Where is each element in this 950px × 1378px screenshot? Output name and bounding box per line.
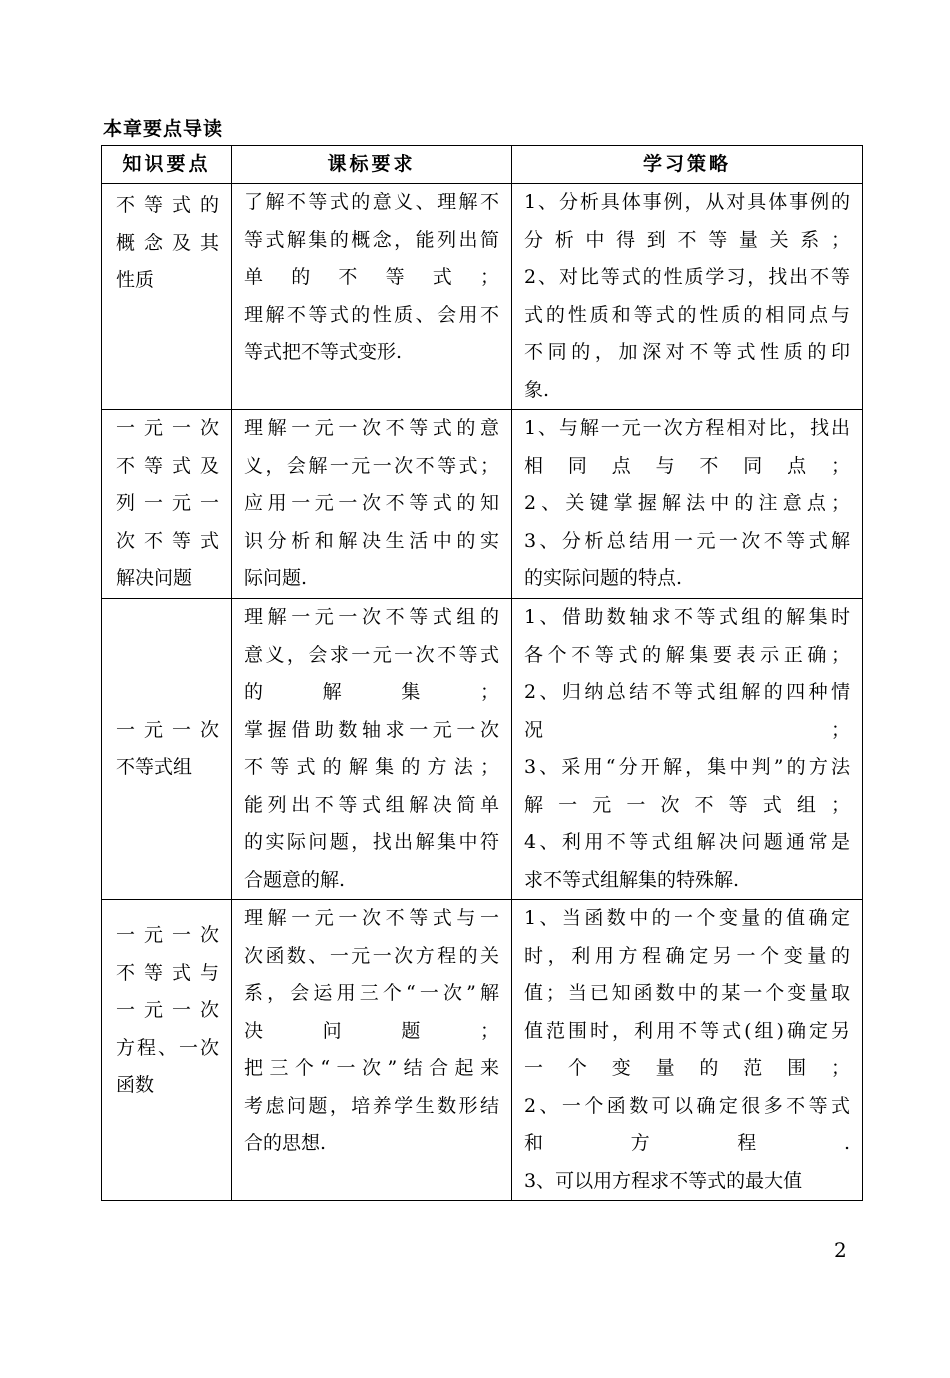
cell-line: 不等式及 bbox=[116, 454, 219, 477]
header-knowledge-points: 知识要点 bbox=[102, 146, 232, 184]
cell-line: 1、借助数轴求不等式组的解集时 bbox=[524, 606, 850, 628]
cell-requirement bbox=[232, 599, 512, 900]
table-body bbox=[102, 184, 863, 1201]
guide-table bbox=[101, 145, 863, 1201]
cell-line: 等式把不等式变形. bbox=[244, 341, 403, 363]
cell-line: 一元一次 bbox=[116, 924, 219, 946]
cell-line: 列一元一 bbox=[116, 492, 219, 514]
cell-line: 掌握借助数轴求一元一次 bbox=[244, 718, 499, 741]
cell-line: 不同的，加深对不等式性质的印 bbox=[524, 341, 850, 363]
cell-line: 1、当函数中的一个变量的值确定 bbox=[524, 907, 850, 929]
cell-line: 不等式的 bbox=[116, 194, 219, 216]
section-heading: 本章要点导读 bbox=[103, 118, 224, 140]
cell-requirement bbox=[232, 184, 512, 410]
cell-line: 值范围时，利用不等式(组)确定另 bbox=[524, 1019, 850, 1042]
table-row bbox=[102, 184, 863, 410]
cell-line: 性质 bbox=[116, 269, 155, 291]
table-row bbox=[102, 599, 863, 900]
cell-line: 1、分析具体事例，从对具体事例的 bbox=[524, 191, 850, 213]
cell-line: 2、归纳总结不等式组解的四种情 bbox=[524, 681, 850, 703]
cell-line: 了解不等式的意义、理解不 bbox=[244, 191, 499, 213]
cell-line: 方程、一次 bbox=[116, 1036, 219, 1059]
cell-line: 一元一次 bbox=[116, 718, 219, 741]
cell-line: 理解一元一次不等式组的 bbox=[244, 606, 499, 628]
cell-line: 1、与解一元一次方程相对比，找出 bbox=[524, 417, 850, 439]
cell-line: 值；当已知函数中的某一个变量取 bbox=[524, 982, 850, 1004]
cell-line: 系，会运用三个“一次”解 bbox=[244, 982, 499, 1004]
cell-line: 解决问题 bbox=[116, 567, 193, 589]
table-row bbox=[102, 900, 863, 1201]
cell-line: 一元一次 bbox=[116, 417, 219, 439]
cell-line: 相同点与不同点； bbox=[524, 454, 850, 477]
cell-knowledge-point bbox=[102, 184, 232, 410]
cell-line: 3、采用“分开解，集中判”的方法 bbox=[524, 756, 850, 778]
cell-line: 理解不等式的性质、会用不 bbox=[244, 303, 499, 326]
cell-line: 不等式与 bbox=[116, 961, 219, 984]
page-number: 2 bbox=[834, 1238, 847, 1262]
cell-line: 和方程. bbox=[524, 1132, 850, 1154]
cell-line: 义，会解一元一次不等式； bbox=[244, 454, 499, 477]
cell-line: 分析中得到不等量关系； bbox=[524, 228, 850, 251]
cell-line: 意义，会求一元一次不等式 bbox=[244, 643, 499, 666]
cell-line: 时，利用方程确定另一个变量的 bbox=[524, 944, 850, 967]
cell-line: 2、对比等式的性质学习，找出不等 bbox=[524, 266, 850, 288]
cell-line: 3、可以用方程求不等式的最大值 bbox=[524, 1169, 803, 1192]
cell-line: 理解一元一次不等式与一 bbox=[244, 907, 499, 929]
cell-strategy bbox=[512, 410, 863, 599]
cell-line: 况； bbox=[524, 718, 850, 741]
cell-line: 不等式的解集的方法； bbox=[244, 756, 499, 778]
cell-knowledge-point bbox=[102, 599, 232, 900]
cell-line: 合的思想. bbox=[244, 1132, 327, 1154]
cell-line: 把三个“一次”结合起来 bbox=[244, 1057, 499, 1079]
cell-line: 决问题； bbox=[244, 1019, 499, 1042]
cell-line: 能列出不等式组解决简单 bbox=[244, 793, 499, 816]
cell-line: 不等式组 bbox=[116, 756, 193, 778]
cell-line: 式的性质和等式的性质的相同点与 bbox=[524, 303, 850, 326]
cell-line: 单的不等式； bbox=[244, 266, 499, 288]
cell-line: 3、分析总结用一元一次不等式解 bbox=[524, 529, 850, 552]
cell-line: 的实际问题的特点. bbox=[524, 567, 683, 589]
cell-line: 识分析和解决生活中的实 bbox=[244, 529, 499, 552]
cell-line: 的解集； bbox=[244, 681, 499, 703]
cell-strategy bbox=[512, 599, 863, 900]
cell-line: 的实际问题，找出解集中符 bbox=[244, 831, 499, 853]
cell-line: 次函数、一元一次方程的关 bbox=[244, 944, 499, 967]
cell-knowledge-point bbox=[102, 410, 232, 599]
cell-line: 解一元一次不等式组； bbox=[524, 793, 850, 816]
cell-line: 求不等式组解集的特殊解. bbox=[524, 868, 740, 891]
cell-requirement bbox=[232, 900, 512, 1201]
table-header-row bbox=[102, 146, 863, 184]
cell-strategy bbox=[512, 184, 863, 410]
cell-line: 一个变量的范围； bbox=[524, 1057, 850, 1079]
cell-line: 一元一次 bbox=[116, 999, 219, 1021]
header-curriculum-requirements: 课标要求 bbox=[232, 146, 512, 184]
cell-knowledge-point bbox=[102, 900, 232, 1201]
cell-line: 应用一元一次不等式的知 bbox=[244, 492, 499, 514]
header-learning-strategies: 学习策略 bbox=[512, 146, 863, 184]
cell-line: 考虑问题，培养学生数形结 bbox=[244, 1094, 499, 1117]
cell-line: 际问题. bbox=[244, 567, 308, 589]
table-row bbox=[102, 410, 863, 599]
cell-line: 概念及其 bbox=[116, 231, 219, 254]
cell-line: 2、一个函数可以确定很多不等式 bbox=[524, 1094, 850, 1117]
cell-line: 4、利用不等式组解决问题通常是 bbox=[524, 831, 850, 853]
cell-line: 等式解集的概念，能列出简 bbox=[244, 228, 499, 251]
cell-line: 各个不等式的解集要表示正确； bbox=[524, 643, 850, 666]
cell-line: 函数 bbox=[116, 1074, 155, 1096]
cell-line: 理解一元一次不等式的意 bbox=[244, 417, 499, 439]
cell-line: 次不等式 bbox=[116, 529, 219, 552]
cell-requirement bbox=[232, 410, 512, 599]
cell-line: 2、关键掌握解法中的注意点； bbox=[524, 492, 850, 514]
cell-line: 合题意的解. bbox=[244, 868, 346, 891]
cell-strategy bbox=[512, 900, 863, 1201]
cell-line: 象. bbox=[524, 378, 550, 401]
